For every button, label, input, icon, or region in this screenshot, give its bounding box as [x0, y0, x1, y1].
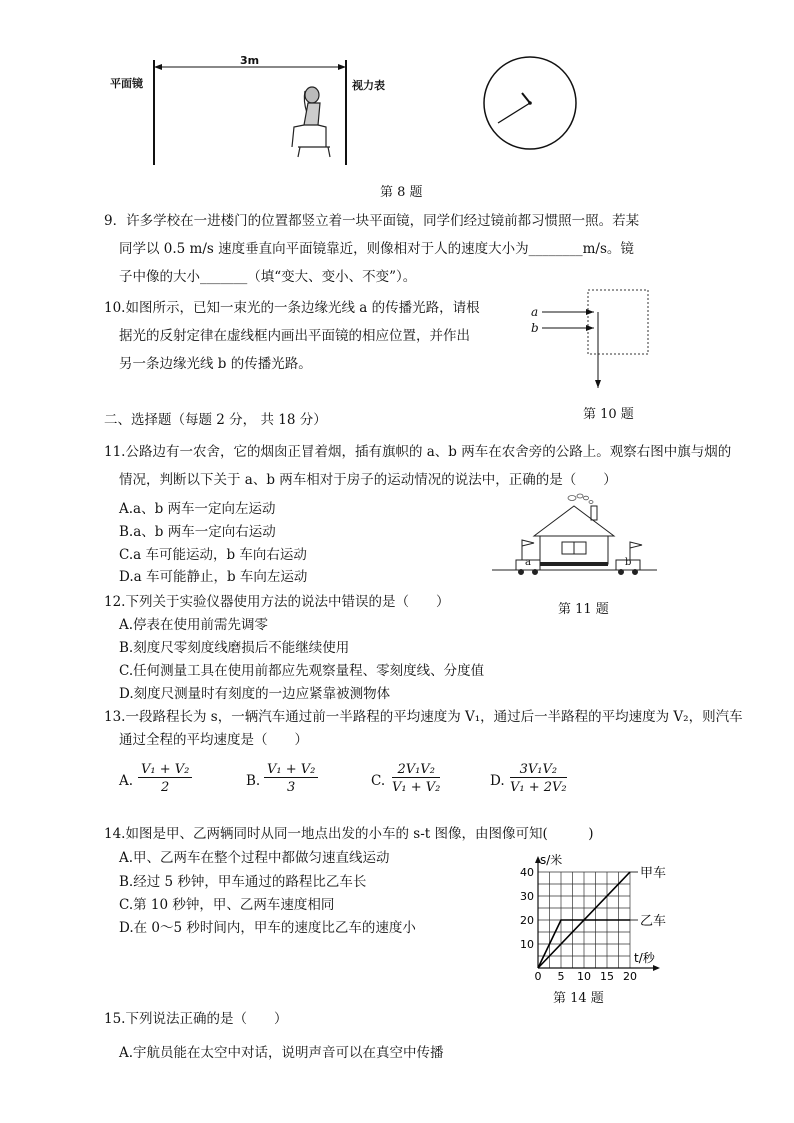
ray-b-label: b [531, 321, 539, 335]
series-label-1: 甲车 [640, 866, 667, 881]
q11-option-a: A.a、b 两车一定向左运动 [119, 501, 276, 517]
q13-line2: 通过全程的平均速度是（ ） [119, 732, 308, 748]
q14-option-c: C.第 10 秒钟，甲、乙两车速度相同 [119, 897, 335, 913]
x-tick-label: 5 [557, 970, 565, 983]
q11-option-b: B.a、b 两车一定向右运动 [119, 524, 276, 540]
q12-option-b: B.刻度尺零刻度线磨损后不能继续使用 [119, 640, 350, 656]
q13-option-c-numerator: 2V₁V₂ [392, 762, 440, 778]
clock-icon [482, 55, 578, 151]
q14-option-b: B.经过 5 秒钟，甲车通过的路程比乙车长 [119, 874, 367, 890]
q13-option-d-numerator: 3V₁V₂ [510, 762, 567, 778]
figure-8-caption: 第 8 题 [380, 185, 423, 200]
y-axis-label: s/米 [540, 853, 563, 867]
seated-girl-figure [292, 87, 330, 157]
mirror-label: 平面镜 [110, 77, 143, 90]
x-tick-label: 10 [577, 970, 591, 983]
figure-10-diagram [528, 288, 658, 398]
distance-label: 3m [240, 54, 260, 67]
q11-line1: 11.公路边有一农舍，它的烟囱正冒着烟，插有旗帜的 a、b 两车在农舍旁的公路上。观察右图中旗与烟的 [104, 444, 732, 460]
st-chart [510, 850, 680, 983]
q12-option-a: A.停表在使用前需先调零 [119, 617, 269, 633]
eye-chart-label: 视力表 [352, 79, 385, 92]
q14-option-a: A.甲、乙两车在整个过程中都做匀速直线运动 [119, 850, 390, 866]
q13-option-b-denominator: 3 [287, 780, 296, 795]
q13-option-a-fraction [138, 762, 192, 795]
q10-line1: 10.如图所示，已知一束光的一条边缘光线 a 的传播光路，请根 [104, 300, 480, 316]
q11-line2: 情况，判断以下关于 a、b 两车相对于房子的运动情况的说法中，正确的是（ ） [119, 472, 617, 488]
q13-line1: 13.一段路程长为 s，一辆汽车通过前一半路程的平均速度为 V₁，通过后一半路程的平均速度为 V₂，则汽车 [104, 709, 743, 725]
q13-option-c-fraction [392, 762, 440, 795]
q13-option-a-denominator: 2 [161, 780, 170, 795]
ray-a-label: a [531, 305, 539, 319]
y-tick-label: 40 [520, 866, 534, 879]
q13-option-d-fraction [510, 762, 567, 795]
q13-option-b-numerator: V₁ + V₂ [264, 762, 318, 778]
q13-option-c-denominator: V₁ + V₂ [392, 780, 441, 795]
q14-stem: 14.如图是甲、乙两辆同时从同一地点出发的小车的 s-t 图像，由图像可知( ) [104, 826, 594, 842]
q9-line1: 9．许多学校在一进楼门的位置都竖立着一块平面镜，同学们经过镜前都习惯照一照。若某 [104, 213, 640, 229]
q13-option-a-numerator: V₁ + V₂ [138, 762, 192, 778]
y-tick-label: 20 [520, 914, 534, 927]
q10-line3: 另一条边缘光线 b 的传播光路。 [119, 356, 312, 372]
figure-14-caption: 第 14 题 [553, 991, 604, 1006]
y-tick-label: 30 [520, 890, 534, 903]
car-a-label: a [525, 557, 531, 568]
q12-option-c: C.任何测量工具在使用前都应先观察量程、零刻度线、分度值 [119, 663, 485, 679]
y-tick-label: 10 [520, 938, 534, 951]
q13-option-c-label: C. [371, 773, 386, 789]
q11-option-c: C.a 车可能运动，b 车向右运动 [119, 547, 307, 563]
q9-line2: 同学以 0.5 m/s 速度垂直向平面镜靠近，则像相对于人的速度大小为________m/s。镜 [119, 241, 634, 257]
car-b-label: b [625, 557, 632, 568]
q13-option-d-label: D. [490, 773, 505, 789]
series-label-2: 乙车 [640, 914, 667, 929]
q10-line2: 据光的反射定律在虚线框内画出平面镜的相应位置，并作出 [119, 328, 470, 344]
mirror-scene-diagram [110, 55, 410, 165]
x-tick-label: 0 [534, 970, 542, 983]
x-axis-arrow [653, 965, 660, 971]
q13-option-b-fraction [264, 762, 318, 795]
x-tick-label: 20 [623, 970, 637, 983]
q13-option-b-label: B. [246, 773, 261, 789]
q15-stem: 15.下列说法正确的是（ ） [104, 1011, 288, 1027]
q15-option-a: A.宇航员能在太空中对话，说明声音可以在真空中传播 [119, 1045, 444, 1061]
x-axis-label: t/秒 [634, 951, 655, 965]
figure-11-caption: 第 11 题 [558, 602, 609, 617]
smoke-icon [568, 494, 593, 504]
q11-option-d: D.a 车可能静止，b 车向左运动 [119, 569, 308, 585]
x-tick-label: 15 [600, 970, 614, 983]
q12-stem: 12.下列关于实验仪器使用方法的说法中错误的是（ ） [104, 594, 450, 610]
q9-line3: 子中像的大小_______（填“变大、变小、不变”）。 [119, 269, 417, 285]
farmhouse-diagram [492, 488, 657, 583]
section-2-title: 二、选择题（每题 2 分， 共 18 分） [104, 412, 327, 428]
q13-option-d-denominator: V₁ + 2V₂ [510, 780, 567, 795]
q13-option-a-label: A. [119, 773, 134, 789]
q12-option-d: D.刻度尺测量时有刻度的一边应紧靠被测物体 [119, 686, 391, 702]
figure-10-caption: 第 10 题 [583, 407, 634, 422]
q14-option-d: D.在 0～5 秒时间内，甲车的速度比乙车的速度小 [119, 920, 416, 936]
